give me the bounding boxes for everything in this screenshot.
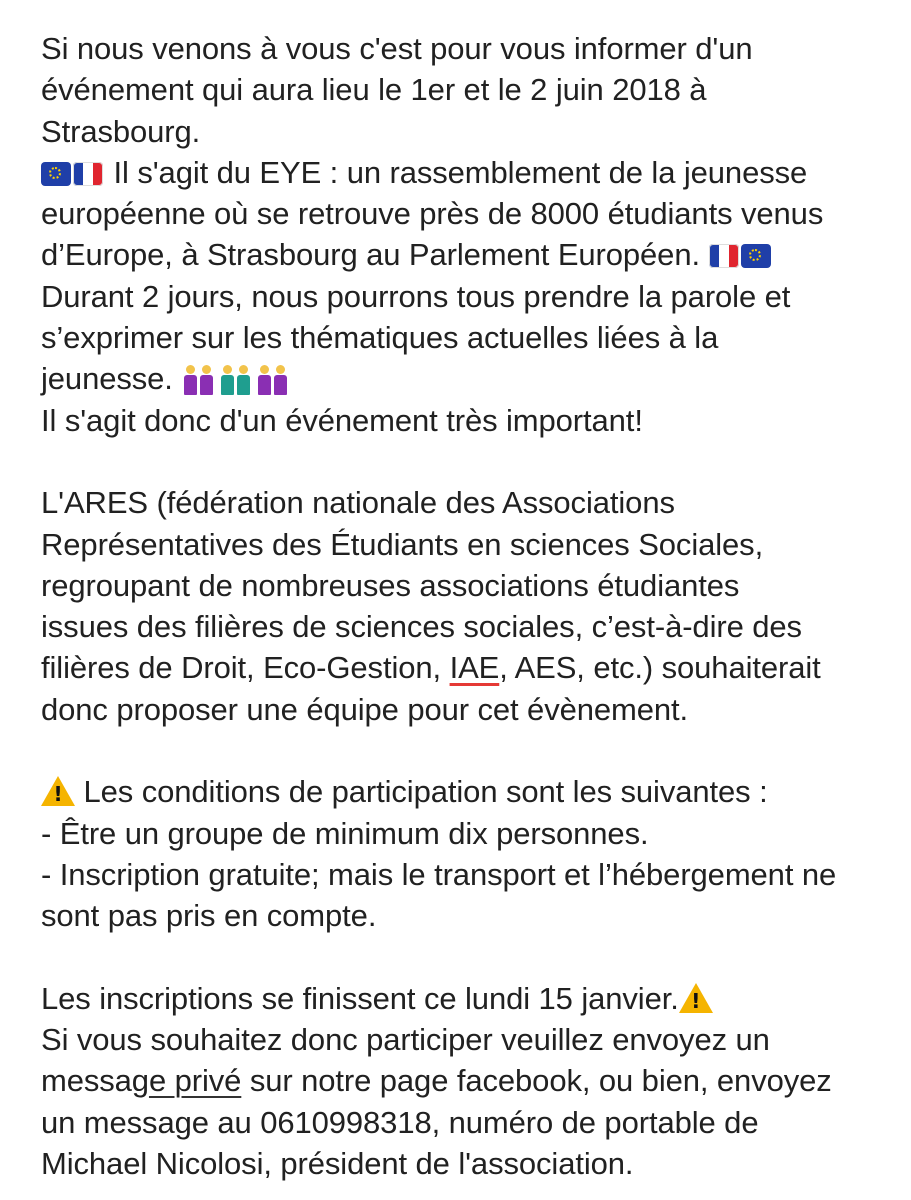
message-body: [41, 28, 901, 1184]
message-line: s’exprimer sur les thématiques actuelles liées à la: [41, 320, 719, 356]
message-line: regroupant de nombreuses associations étudiantes: [41, 567, 740, 603]
message-line: européenne où se retrouve près de 8000 étudiants venus: [41, 196, 824, 232]
message-line: issues des filières de sciences sociales, c’est-à-dire des: [41, 609, 802, 645]
message-line: ! Les conditions de participation sont les suivantes :: [41, 771, 901, 812]
france-flag-icon: [73, 162, 103, 186]
message-line: Les inscriptions se finissent ce lundi 15 janvier. !: [41, 978, 901, 1019]
women-holding-hands-icon: [181, 361, 217, 395]
men-holding-hands-icon: [218, 361, 254, 395]
blank-line: [41, 441, 901, 482]
warning-icon: !: [679, 983, 713, 1013]
message-line: événement qui aura lieu le 1er et le 2 juin 2018 à: [41, 72, 707, 108]
message-line: L'ARES (fédération nationale des Associations: [41, 485, 675, 521]
message-line: - Inscription gratuite; mais le transport et l’hébergement ne: [41, 856, 837, 892]
blank-line: [41, 937, 901, 978]
warning-icon: !: [41, 776, 75, 806]
underlined-selection[interactable]: e privé: [148, 1063, 242, 1099]
message-line: filières de Droit, Eco-Gestion, IAE, AES, etc.) souhaiterait: [41, 650, 821, 686]
message-line: Michael Nicolosi, président de l'association.: [41, 1146, 634, 1182]
spellcheck-flagged-word[interactable]: IAE: [449, 650, 500, 686]
message-line: Strasbourg.: [41, 113, 201, 149]
message-line: un message au 0610998318, numéro de portable de: [41, 1104, 759, 1140]
message-line: Il s'agit du EYE : un rassemblement de la jeunesse: [41, 152, 901, 193]
message-line: message privé sur notre page facebook, ou bien, envoyez: [41, 1063, 832, 1099]
eu-flag-icon: [41, 162, 71, 186]
france-flag-icon: [709, 244, 739, 268]
message-line: Si vous souhaitez donc participer veuillez envoyez un: [41, 1022, 770, 1058]
eu-flag-icon: [741, 244, 771, 268]
message-line: Si nous venons à vous c'est pour vous informer d'un: [41, 31, 753, 66]
blank-line: [41, 730, 901, 771]
message-line: Durant 2 jours, nous pourrons tous prendre la parole et: [41, 278, 791, 314]
women-holding-hands-icon: [255, 361, 291, 395]
message-line: Il s'agit donc d'un événement très important!: [41, 402, 643, 438]
message-line: jeunesse.: [41, 358, 901, 399]
message-line: donc proposer une équipe pour cet évènement.: [41, 691, 689, 727]
message-line: sont pas pris en compte.: [41, 898, 377, 934]
message-line: d’Europe, à Strasbourg au Parlement Européen.: [41, 234, 901, 275]
message-line: - Être un groupe de minimum dix personnes.: [41, 815, 649, 851]
message-line: Représentatives des Étudiants en sciences Sociales,: [41, 526, 764, 562]
